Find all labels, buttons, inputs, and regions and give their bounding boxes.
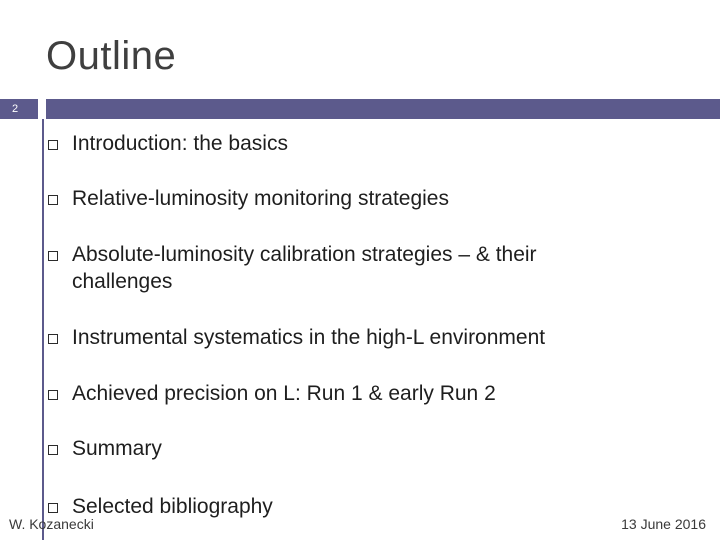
outline-item-text: Achieved precision on L: Run 1 & early Run 2: [72, 382, 496, 405]
slide-title: Outline: [46, 34, 177, 78]
slide-number: 2: [12, 103, 19, 115]
outline-item-text: Selected bibliography: [72, 495, 273, 518]
square-bullet-icon: [48, 503, 58, 513]
footer-date: 13 June 2016: [621, 516, 706, 532]
outline-item-text: Introduction: the basics: [72, 132, 288, 155]
left-rule: [42, 119, 44, 540]
square-bullet-icon: [48, 390, 58, 400]
slide-number-badge: [0, 99, 38, 119]
square-bullet-icon: [48, 140, 58, 150]
outline-item-text: Summary: [72, 437, 162, 460]
square-bullet-icon: [48, 195, 58, 205]
square-bullet-icon: [48, 445, 58, 455]
outline-item-text: Relative-luminosity monitoring strategies: [72, 187, 449, 210]
square-bullet-icon: [48, 251, 58, 261]
square-bullet-icon: [48, 334, 58, 344]
footer-author: W. Kozanecki: [9, 516, 94, 532]
outline-item-text: Absolute-luminosity calibration strategies – & their challenges: [72, 243, 537, 293]
outline-item-text: Instrumental systematics in the high-L environment: [72, 326, 546, 349]
header-bar: [46, 99, 720, 119]
